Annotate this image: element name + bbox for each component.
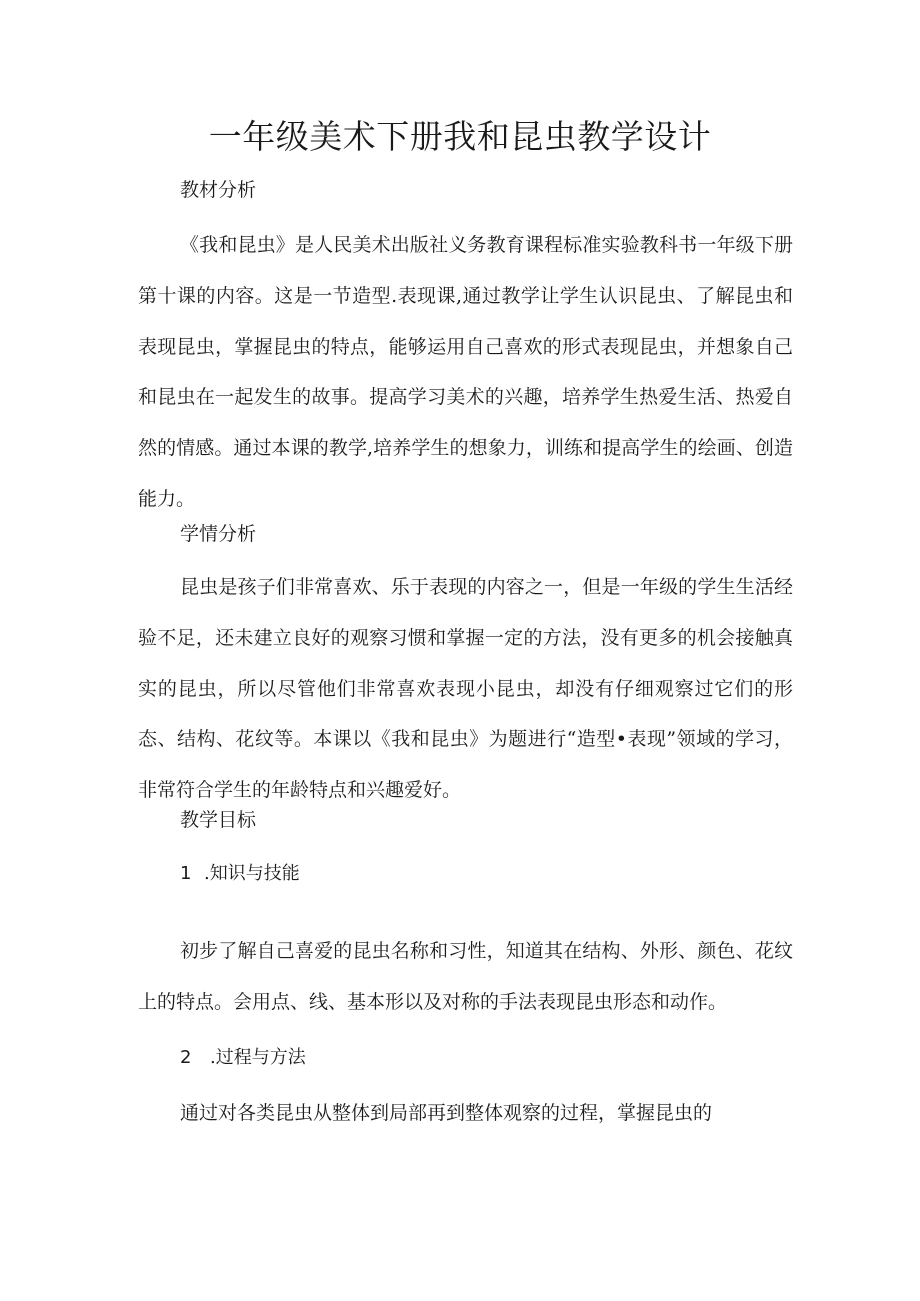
goal-item-1-label: .知识与技能 (204, 863, 300, 884)
goal-item-2-heading (180, 1044, 306, 1072)
goal-item-1-body: 初步了解自己喜爱的昆虫名称和习性，知道其在结构、外形、颜色、花纹上的特点。会用点、线、基本形以及对称的手法表现昆虫形态和动作。 (138, 940, 793, 1013)
goal-item-2-number: 2 (180, 1047, 192, 1068)
document-title: 一年级美术下册我和昆虫教学设计 (208, 117, 712, 156)
goal-item-1-number: 1 (180, 863, 192, 884)
paragraph-material-analysis: 《我和昆虫》是人民美术出版社义务教育课程标准实验教科书一年级下册第十课的内容。这是一节造型.表现课,通过教学让学生认识昆虫、了解昆虫和表现昆虫，掌握昆虫的特点，能够运用自己喜欢的形式表现昆虫，并想象自己和昆虫在一起发生的故事。提高学习美术的兴趣，培养学生热爱生活、热爱自然的情感。通过本课的教学,培养学生的想象力，训练和提高学生的绘画、创造能力。 (138, 234, 793, 510)
goal-item-2-body: 通过对各类昆虫从整体到局部再到整体观察的过程，掌握昆虫的 (180, 1102, 713, 1124)
heading-student-analysis: 学情分析 (180, 523, 257, 545)
heading-teaching-goals: 教学目标 (180, 809, 257, 831)
heading-material-analysis: 教材分析 (180, 179, 257, 201)
paragraph-student-analysis: 昆虫是孩子们非常喜欢、乐于表现的内容之一，但是一年级的学生生活经验不足，还未建立良好的观察习惯和掌握一定的方法，没有更多的机会接触真实的昆虫，所以尽管他们非常喜欢表现小昆虫，却没有仔细观察过它们的形态、结构、花纹等。本课以《我和昆虫》为题进行“造型•表现”领域的学习，非常符合学生的年龄特点和兴趣爱好。 (138, 576, 793, 802)
goal-item-2-label: .过程与方法 (210, 1047, 306, 1068)
goal-item-1-heading (180, 860, 300, 888)
